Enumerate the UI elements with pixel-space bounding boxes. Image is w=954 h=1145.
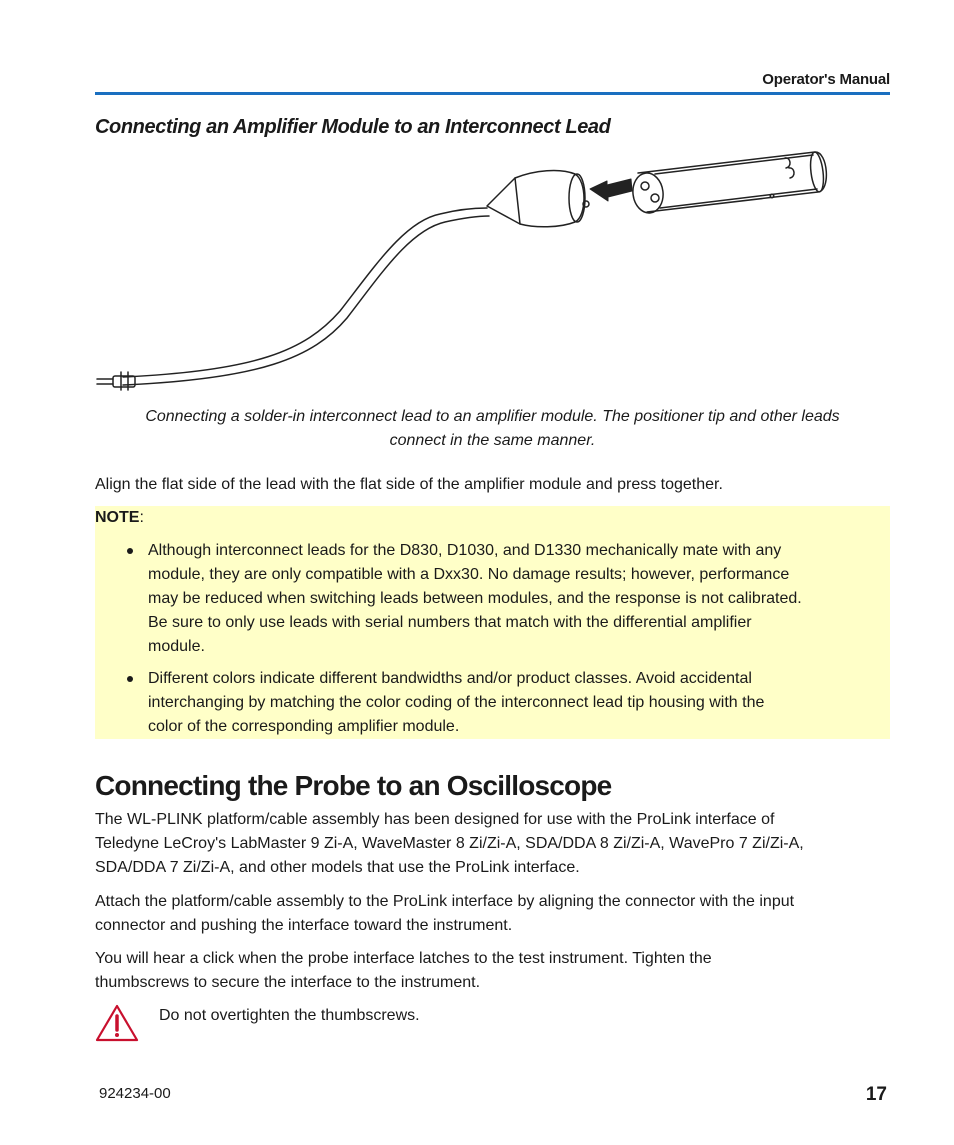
section-heading: Connecting the Probe to an Oscilloscope	[95, 770, 612, 801]
header-title: Operator's Manual	[762, 71, 890, 88]
amplifier-module-flat-side	[655, 155, 817, 208]
lead-tip-face	[569, 174, 585, 222]
amplifier-module-contact-1	[641, 182, 649, 190]
lead-tip-housing	[515, 171, 584, 227]
document-number: 924234-00	[99, 1085, 171, 1102]
amplifier-module-marking	[785, 158, 794, 178]
bullet-icon	[127, 548, 133, 554]
page-number: 17	[865, 1084, 887, 1105]
warning-text: Do not overtighten the thumbscrews.	[159, 1007, 420, 1024]
amplifier-module-led	[770, 194, 774, 198]
click-paragraph: You will hear a click when the probe interface latches to the test instrument. Tighten the thumbscrews to secure the interface to the instrument.	[95, 950, 712, 991]
amplifier-module-body	[638, 152, 826, 212]
insertion-arrow	[590, 179, 632, 201]
warning-triangle-icon	[95, 1003, 139, 1043]
amplifier-module-contact-2	[651, 194, 659, 202]
note-item: Different colors indicate different bandwidths and/or product classes. Avoid accidental interchanging by matching the color coding of the interconnect lead tip housing with the color of the corresponding amplifier module.	[125, 667, 885, 739]
note-box	[95, 506, 890, 739]
cable-outline-bottom	[123, 216, 489, 385]
note-item: Although interconnect leads for the D830, D1030, and D1330 mechanically mate with any module, they are only compatible with a Dxx30. No damage results; however, performance may be reduced when switching leads between modules, and the response is not calibrated. Be sure to only use leads with serial numbers that match with the differential amplifier module.	[125, 539, 885, 659]
prolink-paragraph: The WL-PLINK platform/cable assembly has been designed for use with the ProLink interface of Teledyne LeCroy's LabMaster 9 Zi-A, WaveMaster 8 Zi/Zi-A, SDA/DDA 8 Zi/Zi-A, WavePro 7 Zi/Zi-A, SDA/DDA 7 Zi/Zi-A, and other models that use the ProLink interface.	[95, 811, 804, 876]
attach-paragraph: Attach the platform/cable assembly to the ProLink interface by aligning the connector with the input connector and pushing the interface toward the instrument.	[95, 893, 795, 934]
note-list	[125, 539, 885, 747]
note-label: NOTE:	[95, 509, 144, 526]
header-rule	[95, 92, 890, 95]
subsection-heading: Connecting an Amplifier Module to an Interconnect Lead	[95, 116, 611, 138]
bullet-icon	[127, 676, 133, 682]
lead-tip-cone	[487, 178, 520, 224]
amplifier-lead-illustration	[95, 146, 835, 396]
figure-caption: Connecting a solder-in interconnect lead to an amplifier module. The positioner tip and other leads connect in the same manner.	[145, 408, 840, 449]
align-instruction: Align the flat side of the lead with the flat side of the amplifier module and press together.	[95, 476, 723, 493]
